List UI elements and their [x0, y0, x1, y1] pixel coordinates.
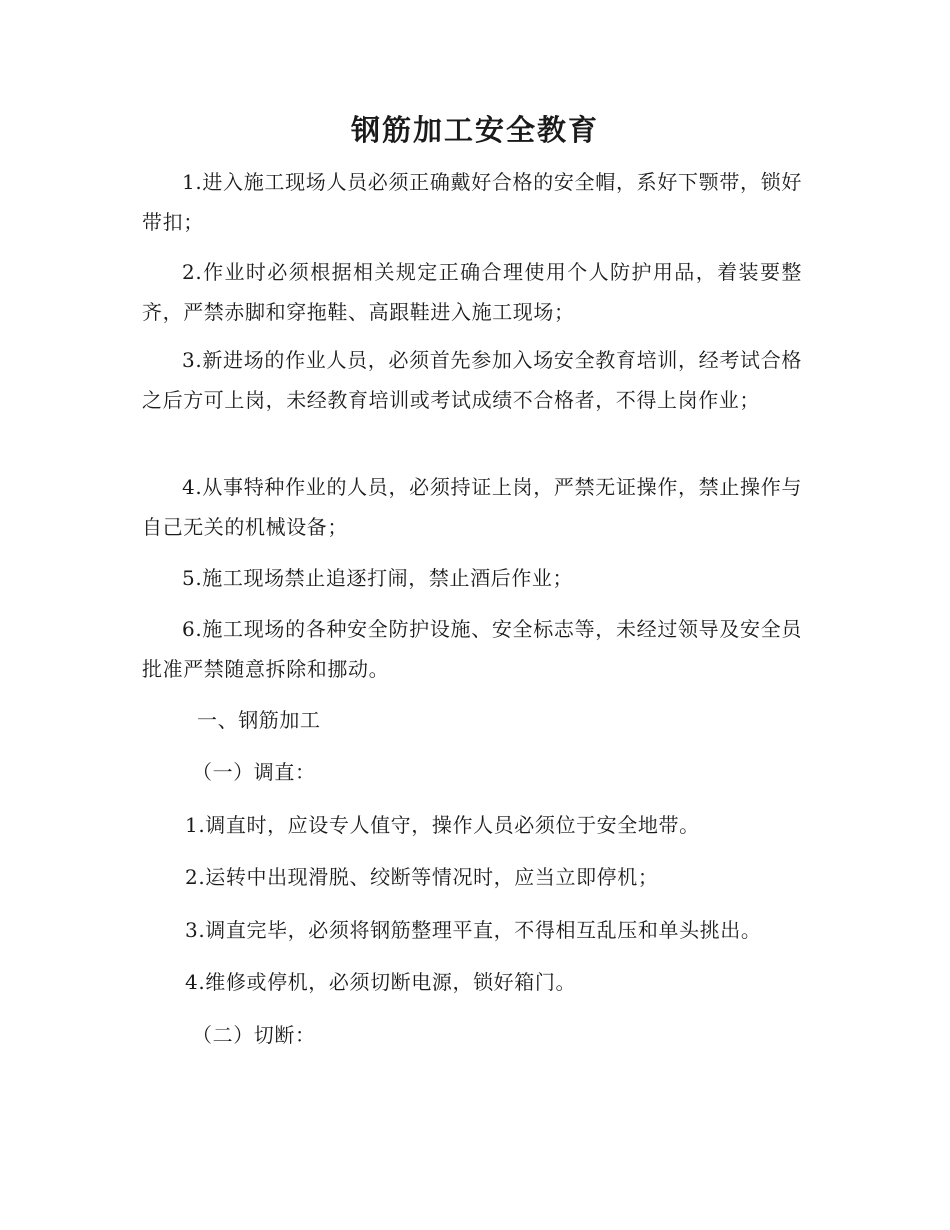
rule-paragraph-2: 2.作业时必须根据相关规定正确合理使用个人防护用品，着装要整齐，严禁赤脚和穿拖鞋、高跟鞋进入施工现场； — [142, 260, 802, 324]
subsection-heading-straightening: （一）调直： — [192, 760, 316, 784]
rule-paragraph-1: 1.进入施工现场人员必须正确戴好合格的安全帽，系好下颚带，锁好带扣； — [142, 170, 802, 234]
rule-paragraph-6: 6.施工现场的各种安全防护设施、安全标志等，未经过领导及安全员批准严禁随意拆除和挪动。 — [142, 617, 802, 681]
straightening-item-4: 4.维修或停机，必须切断电源，锁好箱门。 — [185, 970, 577, 994]
rule-paragraph-4: 4.从事特种作业的人员，必须持证上岗，严禁无证操作，禁止操作与自己无关的机械设备； — [142, 475, 802, 539]
straightening-item-3: 3.调直完毕，必须将钢筋整理平直，不得相互乱压和单头挑出。 — [185, 918, 762, 942]
subsection-heading-cutting: （二）切断： — [192, 1023, 316, 1047]
straightening-item-1: 1.调直时，应设专人值守，操作人员必须位于安全地带。 — [185, 813, 700, 837]
straightening-item-2: 2.运转中出现滑脱、绞断等情况时，应当立即停机； — [185, 865, 659, 889]
rule-paragraph-3: 3.新进场的作业人员，必须首先参加入场安全教育培训，经考试合格之后方可上岗，未经教育培训或考试成绩不合格者，不得上岗作业； — [142, 348, 802, 412]
section-heading: 一、钢筋加工 — [197, 708, 321, 732]
rule-paragraph-5: 5.施工现场禁止追逐打闹，禁止酒后作业； — [182, 566, 574, 590]
document-title: 钢筋加工安全教育 — [350, 113, 599, 147]
